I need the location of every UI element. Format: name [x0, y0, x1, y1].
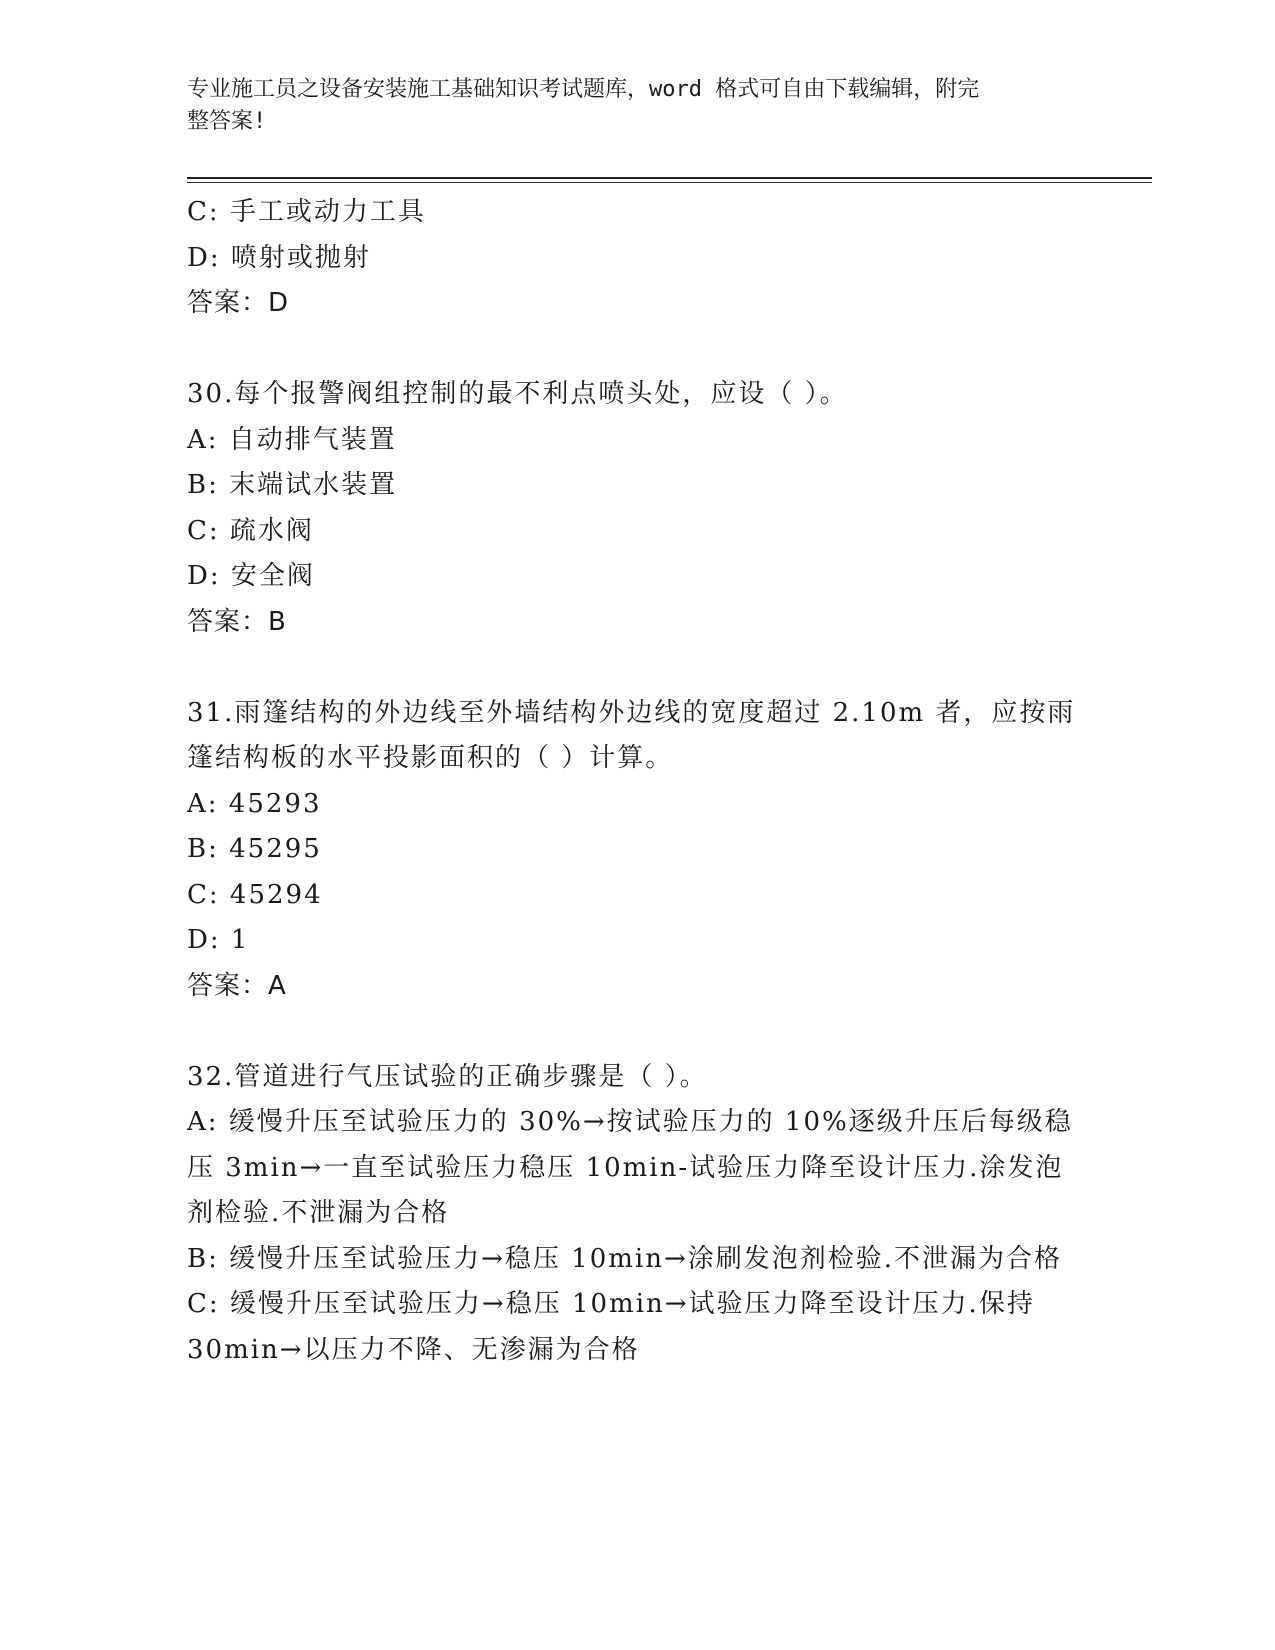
option-c: C: 45294: [187, 879, 323, 910]
option-d: D: 安全阀: [187, 561, 315, 591]
option-a: A: 自动排气装置: [187, 424, 397, 455]
option-b: B: 45295: [187, 834, 322, 864]
question-stem: 32.管道进行气压试验的正确步骤是（ ）。: [187, 1061, 708, 1092]
spacer: [187, 327, 1087, 373]
answer-line: 答案：B: [187, 606, 287, 637]
question-stem-continued: 篷结构板的水平投影面积的（ ）计算。: [187, 743, 674, 773]
question-block-29: [187, 190, 1087, 327]
option-c: C: 手工或动力工具: [187, 197, 426, 227]
question-stem: 31.雨篷结构的外边线至外墙结构外边线的宽度超过 2.10m 者，应按雨: [187, 697, 1076, 728]
answer-line: 答案：A: [187, 970, 287, 1001]
header-rule-thin: [187, 182, 1152, 183]
header-rule-thick: [187, 177, 1152, 179]
option-c: C: 缓慢升压至试验压力→稳压 10min→试验压力降至设计压力.保持: [187, 1289, 1035, 1319]
option-a: A: 45293: [187, 788, 322, 819]
question-block-31: [187, 691, 1087, 1010]
option-a-continued: 压 3min→一直至试验压力稳压 10min-试验压力降至设计压力.涂发泡: [187, 1152, 1064, 1183]
question-block-30: [187, 372, 1087, 645]
spacer: [187, 645, 1087, 691]
option-d: D: 1: [187, 925, 250, 955]
option-a-continued: 剂检验.不泄漏为合格: [187, 1198, 450, 1228]
answer-line: 答案：D: [187, 288, 290, 318]
header-line-1: 专业施工员之设备安装施工基础知识考试题库，word 格式可自由下载编辑，附完: [187, 77, 980, 102]
document-body: [187, 190, 1087, 1373]
question-stem: 30.每个报警阀组控制的最不利点喷头处，应设（ ）。: [187, 379, 848, 409]
header-line-2: 整答案!: [187, 109, 267, 134]
option-c-continued: 30min→以压力不降、无渗漏为合格: [187, 1334, 640, 1365]
option-a: A: 缓慢升压至试验压力的 30%→按试验压力的 10%逐级升压后每级稳: [187, 1107, 1073, 1137]
spacer: [187, 1009, 1087, 1055]
document-header: [187, 74, 1067, 138]
question-block-32: [187, 1055, 1087, 1374]
option-d: D: 喷射或抛射: [187, 242, 371, 273]
option-b: B: 缓慢升压至试验压力→稳压 10min→涂刷发泡剂检验.不泄漏为合格: [187, 1243, 1063, 1274]
option-c: C: 疏水阀: [187, 515, 314, 546]
option-b: B: 末端试水装置: [187, 470, 398, 500]
